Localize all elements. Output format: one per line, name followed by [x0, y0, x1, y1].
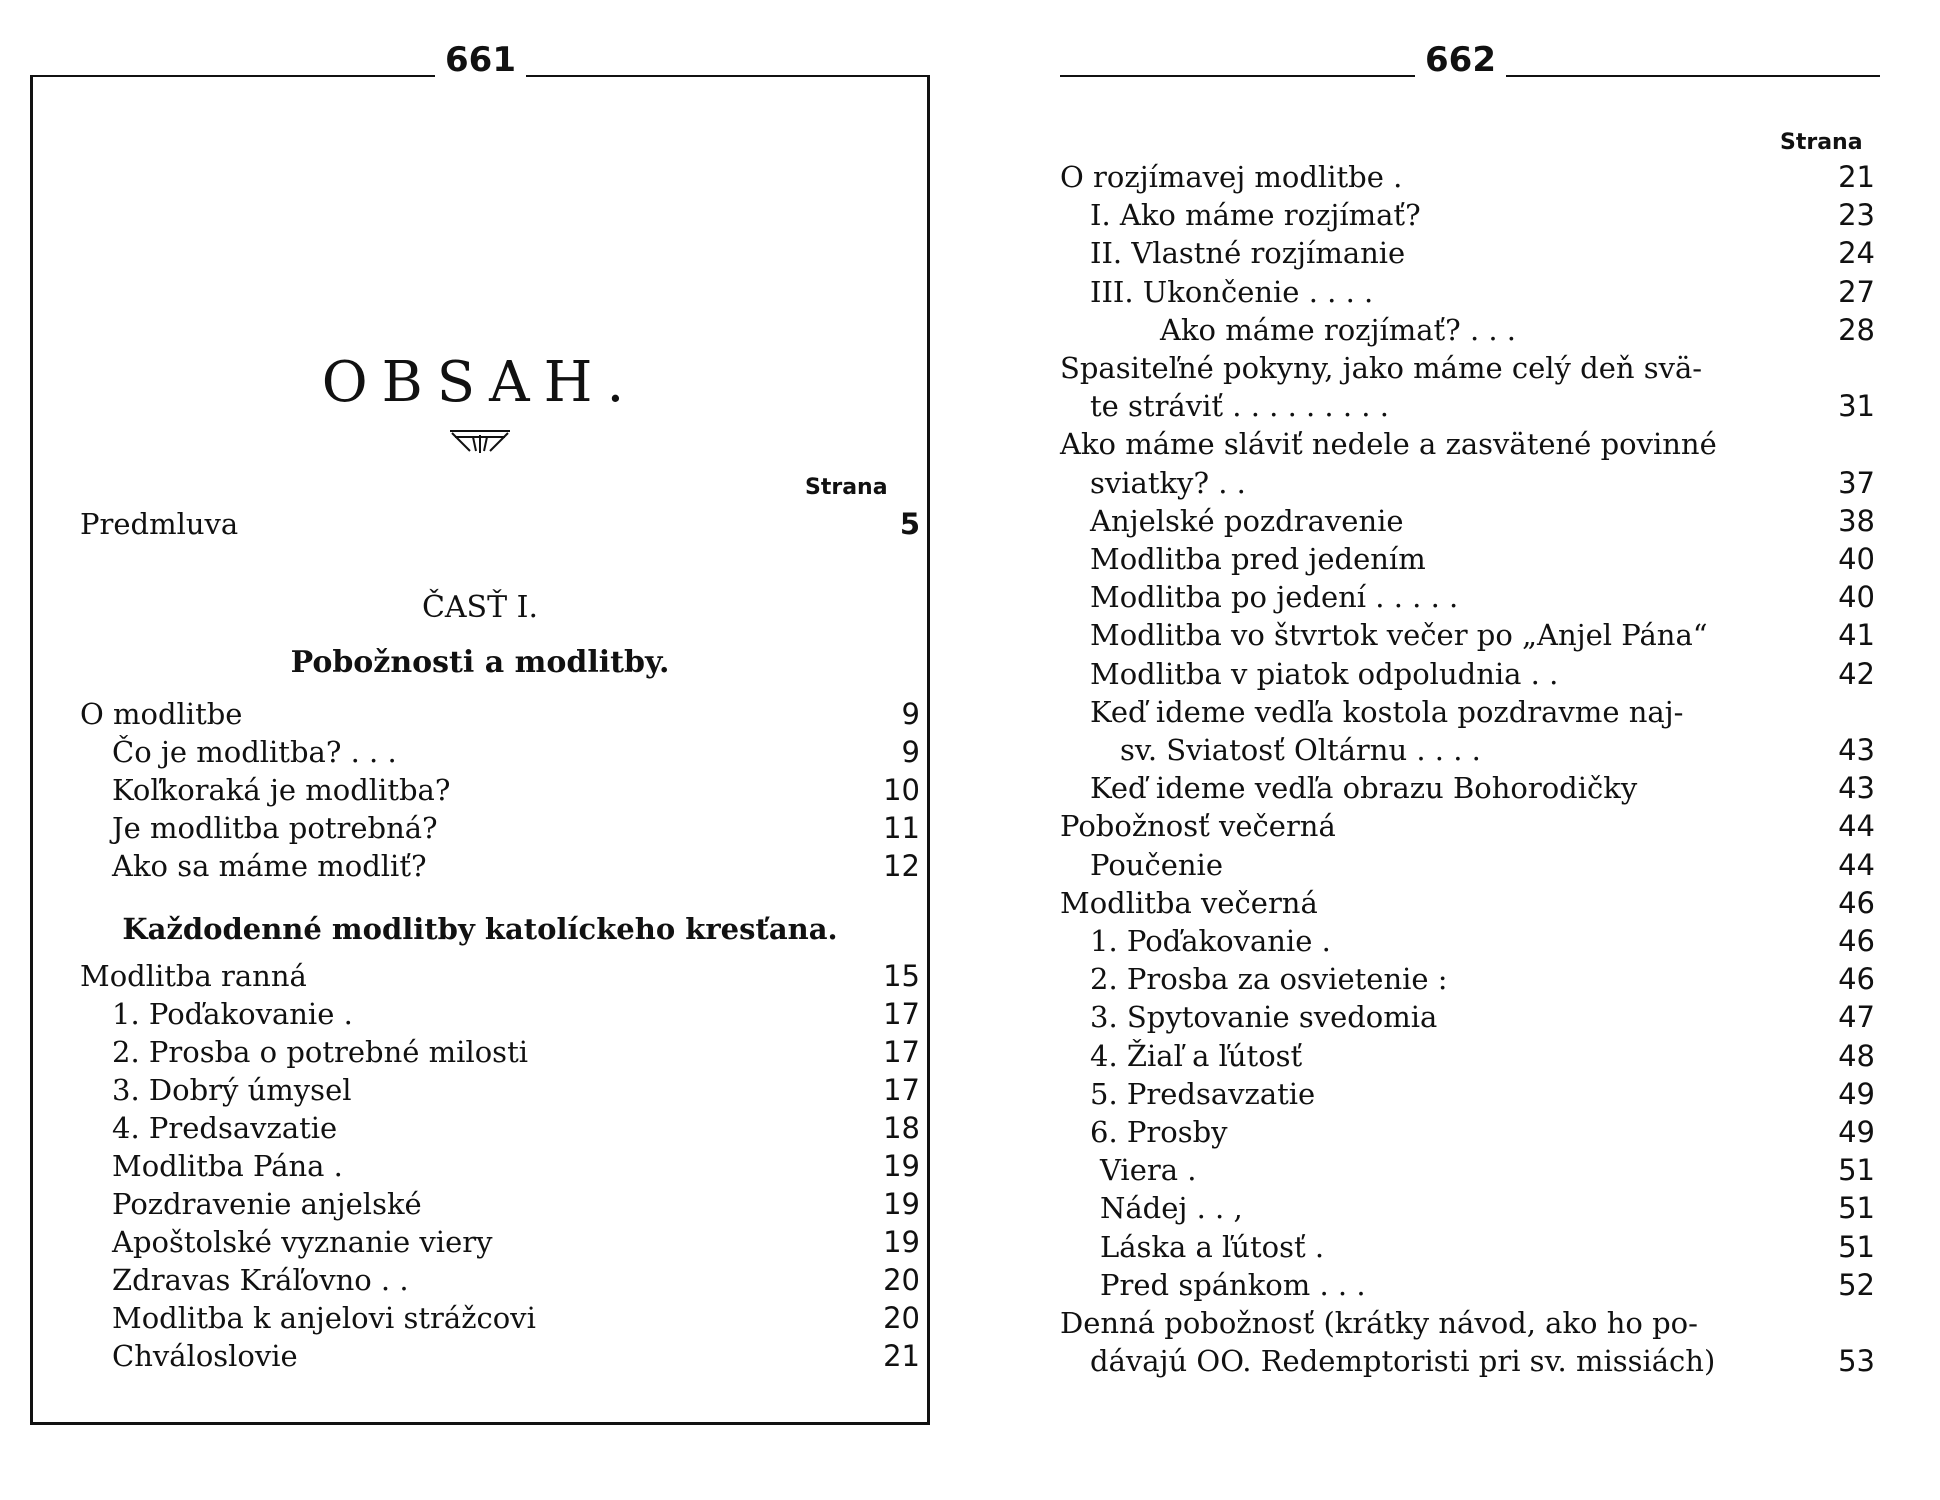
toc-entry: [112, 847, 920, 885]
toc-entry: [1090, 960, 1875, 998]
entry-label: 4. Predsavzatie: [112, 1111, 338, 1145]
toc-entry: [80, 957, 920, 995]
entry-label: 1. Poďakovanie .: [1090, 924, 1331, 958]
toc-entry: [80, 695, 920, 733]
entry-label: Ako máme rozjímať? . . .: [1160, 312, 1517, 347]
toc-entry: [112, 995, 920, 1033]
entry-label: 4. Žiaľ a ľútosť: [1090, 1038, 1303, 1073]
entry-page: 23: [1838, 198, 1875, 233]
entry-label: III. Ukončenie . . . .: [1090, 274, 1374, 309]
entry-label: dávajú OO. Redemptoristi pri sv. missiách): [1090, 1344, 1716, 1379]
toc-entry: [1090, 655, 1875, 693]
entry-page: 43: [1838, 733, 1875, 767]
entry-label: Láska a ľútosť .: [1100, 1229, 1325, 1264]
entry-label: Modlitba ranná: [80, 959, 307, 993]
entry-label: sv. Sviatosť Oltárnu . . . .: [1120, 733, 1481, 767]
toc-entry: [1060, 158, 1875, 196]
entry-page: 17: [883, 997, 920, 1031]
entry-page: 21: [1838, 160, 1875, 194]
entry-page: 46: [1838, 885, 1875, 920]
entry-label: te stráviť . . . . . . . . .: [1090, 389, 1389, 424]
entry-label: Anjelské pozdravenie: [1090, 503, 1404, 538]
toc-entry: [112, 1109, 920, 1147]
toc-entry: [1090, 502, 1875, 540]
entry-page: 49: [1838, 1115, 1875, 1149]
entry-page: 47: [1838, 1000, 1875, 1035]
entry-label: Apoštolské vyznanie viery: [112, 1225, 493, 1259]
entry-page: 9: [901, 735, 920, 769]
toc-entry: [1090, 922, 1875, 960]
toc-entry: [1090, 1342, 1875, 1380]
entry-page: 24: [1838, 236, 1875, 271]
entry-page: 42: [1838, 656, 1875, 691]
entry-label: Spasiteľné pokyny, jako máme celý deň svä-: [1060, 351, 1703, 385]
entry-label: I. Ako máme rozjímať?: [1090, 198, 1421, 233]
entry-page: 40: [1838, 542, 1875, 576]
entry-page: 5: [899, 507, 920, 541]
toc-entry: [1060, 884, 1875, 922]
toc-entry: [1090, 196, 1875, 234]
ornament-icon: [440, 425, 520, 455]
entry-page: 20: [883, 1263, 920, 1297]
toc-entry: [112, 1185, 920, 1223]
entry-label: Viera .: [1100, 1153, 1197, 1188]
toc-entry: [1090, 616, 1875, 654]
entry-page: 43: [1838, 771, 1875, 806]
toc-entry: [112, 1147, 920, 1185]
entry-label: II. Vlastné rozjímanie: [1090, 236, 1406, 271]
entry-label: Ako sa máme modliť?: [112, 849, 427, 883]
toc-entry: [1100, 1228, 1875, 1266]
entry-label: Pozdravenie anjelské: [112, 1187, 422, 1221]
entry-label: 2. Prosba za osvietenie :: [1090, 962, 1448, 997]
entry-page: 48: [1838, 1038, 1875, 1073]
toc-entry: [1100, 1266, 1875, 1304]
entry-page: 41: [1838, 618, 1875, 653]
entry-label: Modlitba Pána .: [112, 1149, 343, 1183]
toc-entry: [112, 1223, 920, 1261]
entry-label: Je modlitba potrebná?: [112, 811, 438, 845]
entry-page: 51: [1838, 1153, 1875, 1188]
entry-label: Modlitba v piatok odpoludnia . .: [1090, 656, 1559, 691]
toc-entry: [1090, 846, 1875, 884]
entry-label: Čo je modlitba? . . .: [112, 735, 397, 769]
entry-label: 3. Dobrý úmysel: [112, 1073, 352, 1107]
toc-entry: [1060, 1304, 1698, 1342]
toc-entry: [1090, 234, 1875, 272]
entry-label: Predmluva: [80, 507, 239, 541]
entry-page: 19: [883, 1187, 920, 1221]
entry-label: Modlitba pred jedením: [1090, 542, 1426, 576]
toc-entry: [1100, 1151, 1875, 1189]
entry-page: 46: [1838, 924, 1875, 958]
toc-entry: [1090, 387, 1875, 425]
column-header: Strana: [1780, 130, 1863, 155]
toc-entry: [112, 733, 920, 771]
entry-page: 27: [1838, 274, 1875, 309]
entry-page: 40: [1838, 580, 1875, 615]
entry-label: Ako máme sláviť nedele a zasvätené povinné: [1060, 427, 1717, 462]
entry-label: Koľkoraká je modlitba?: [112, 773, 451, 807]
toc-entry: [112, 1071, 920, 1109]
entry-label: Pobožnosť večerná: [1060, 809, 1336, 844]
entry-page: 9: [901, 697, 920, 731]
toc-entry: [112, 771, 920, 809]
entry-page: 11: [883, 811, 920, 845]
toc-entry: [1090, 540, 1875, 578]
toc-entry: [1120, 731, 1875, 769]
toc-entry: [1090, 578, 1875, 616]
toc-entry: [1060, 349, 1702, 387]
toc-entry: [112, 1299, 920, 1337]
entry-page: 17: [883, 1073, 920, 1107]
toc-entry: [112, 809, 920, 847]
entry-page: 20: [883, 1301, 920, 1335]
toc-entry: [1090, 273, 1875, 311]
entry-page: 18: [883, 1111, 920, 1145]
entry-page: 49: [1838, 1076, 1875, 1111]
toc-entry: [1090, 998, 1875, 1036]
entry-label: Pred spánkom . . .: [1100, 1267, 1366, 1302]
toc-entry: [80, 505, 920, 543]
entry-page: 19: [883, 1225, 920, 1259]
entry-label: Modlitba večerná: [1060, 885, 1318, 920]
entry-page: 52: [1838, 1267, 1875, 1302]
entry-label: Denná pobožnosť (krátky návod, ako ho po-: [1060, 1306, 1698, 1340]
entry-page: 28: [1838, 312, 1875, 347]
entry-label: sviatky? . .: [1090, 465, 1246, 500]
left-page: [30, 30, 940, 1450]
entry-page: 21: [883, 1339, 920, 1373]
toc-entry: [1090, 1075, 1875, 1113]
entry-page: 15: [883, 959, 920, 993]
toc-entry: [1060, 425, 1717, 463]
toc-entry: [1100, 1189, 1875, 1227]
contents-title: OBSAH.: [321, 350, 639, 415]
toc-entry: [1060, 807, 1875, 845]
entry-label: Modlitba po jedení . . . . .: [1090, 580, 1459, 615]
entry-label: Keď ideme vedľa kostola pozdravme naj-: [1090, 694, 1684, 729]
column-header: Strana: [805, 475, 888, 500]
entry-page: 53: [1838, 1344, 1875, 1379]
part-heading: ČASŤ I.: [421, 590, 539, 625]
entry-label: 1. Poďakovanie .: [112, 997, 353, 1031]
entry-page: 12: [883, 849, 920, 883]
entry-page: 19: [883, 1149, 920, 1183]
entry-label: Zdravas Kráľovno . .: [112, 1263, 409, 1297]
toc-entry: [1090, 693, 1683, 731]
page-number: 662: [1415, 40, 1506, 80]
entry-page: 44: [1838, 809, 1875, 844]
entry-page: 31: [1838, 389, 1875, 424]
entry-label: 6. Prosby: [1090, 1115, 1228, 1149]
toc-entry: [112, 1033, 920, 1071]
entry-page: 10: [883, 773, 920, 807]
toc-entry: [1160, 311, 1875, 349]
toc-entry: [112, 1261, 920, 1299]
entry-page: 17: [883, 1035, 920, 1069]
entry-label: Chváloslovie: [112, 1339, 298, 1373]
entry-label: Nádej . . ,: [1100, 1191, 1243, 1226]
toc-entry: [1090, 1113, 1875, 1151]
entry-label: 5. Predsavzatie: [1090, 1076, 1316, 1111]
toc-entry: [1090, 464, 1875, 502]
entry-label: O rozjímavej modlitbe .: [1060, 160, 1403, 194]
entry-label: 3. Spytovanie svedomia: [1090, 1000, 1438, 1035]
section-heading: Každodenné modlitby katolíckeho kresťana.: [122, 912, 838, 946]
section-heading: Pobožnosti a modlitby.: [290, 645, 670, 680]
right-page: [1060, 30, 1880, 1450]
entry-page: 44: [1838, 847, 1875, 882]
entry-page: 37: [1838, 465, 1875, 500]
entry-page: 51: [1838, 1229, 1875, 1264]
entry-label: O modlitbe: [80, 697, 243, 731]
toc-entry: [112, 1337, 920, 1375]
entry-label: Modlitba vo štvrtok večer po „Anjel Pána“: [1090, 618, 1708, 653]
entry-page: 38: [1838, 503, 1875, 538]
toc-entry: [1090, 1037, 1875, 1075]
entry-label: Modlitba k anjelovi strážcovi: [112, 1301, 536, 1335]
entry-label: Poučenie: [1090, 847, 1223, 882]
entry-label: Keď ideme vedľa obrazu Bohorodičky: [1090, 771, 1638, 806]
page-number: 661: [435, 40, 526, 80]
entry-page: 51: [1838, 1191, 1875, 1226]
toc-entry: [1090, 769, 1875, 807]
entry-page: 46: [1838, 962, 1875, 997]
entry-label: 2. Prosba o potrebné milosti: [112, 1035, 528, 1069]
